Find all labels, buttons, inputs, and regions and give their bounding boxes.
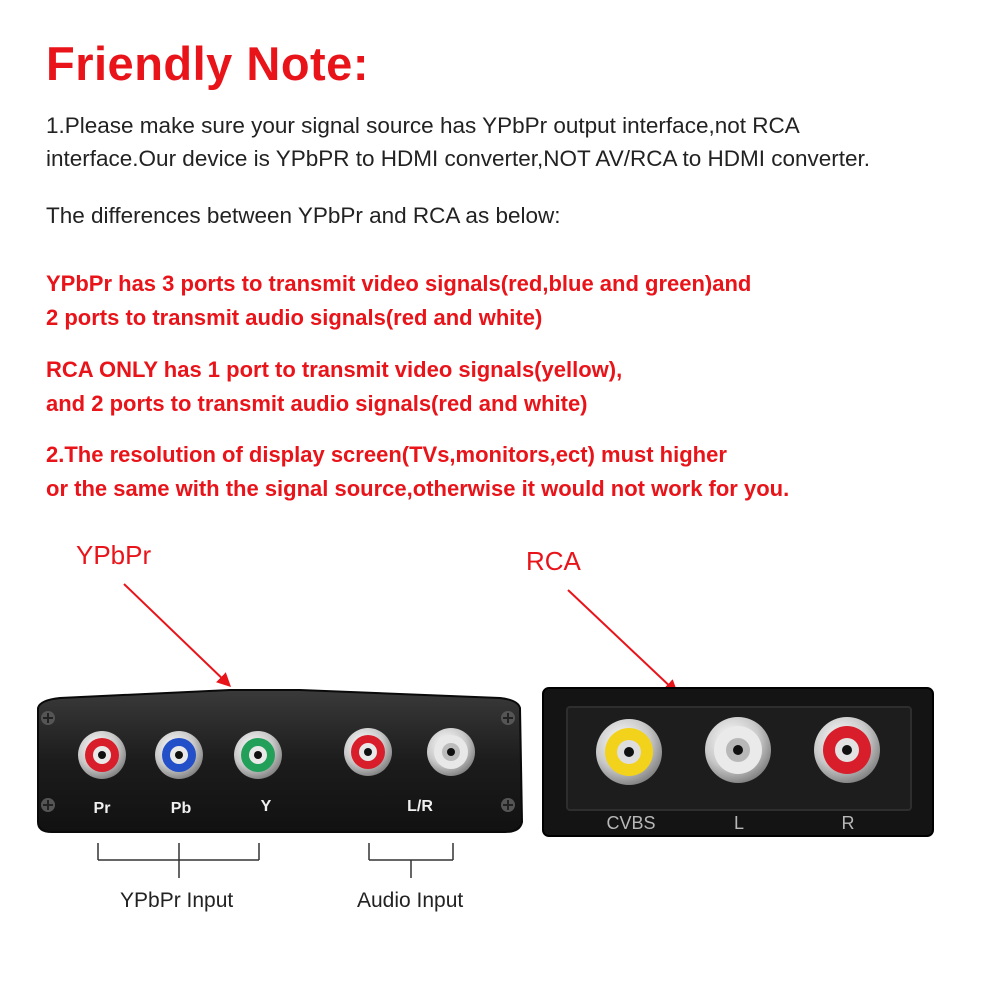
ypbpr-input-caption: YPbPr Input (120, 889, 234, 912)
rca-l-label: L (733, 813, 745, 833)
y-label: Y (260, 798, 272, 815)
rca-description-line-2: and 2 ports to transmit audio signals(red and white) (46, 391, 588, 416)
ypbpr-description-line-2: 2 ports to transmit audio signals(red and white) (46, 305, 543, 330)
ypbpr-description-line-1: YPbPr has 3 ports to transmit video signals(red,blue and green)and (46, 271, 752, 296)
rca-callout: RCA (526, 546, 581, 576)
y-port (234, 731, 282, 779)
audio-input-bracket (369, 843, 453, 878)
ypbpr-device (38, 690, 522, 832)
audio-l-port (344, 728, 392, 776)
rca-description-line-1: RCA ONLY has 1 port to transmit video signals(yellow), (46, 357, 623, 382)
rca-device (543, 688, 933, 836)
screw-icon (501, 798, 515, 812)
note-line-1: 1.Please make sure your signal source has YPbPr output interface,not RCA (46, 113, 800, 138)
resolution-note-line-2: or the same with the signal source,otherwise it would not work for you. (46, 476, 790, 501)
rca-l-port (705, 717, 771, 783)
rca-r-label: R (841, 813, 855, 833)
ypbpr-arrow (124, 584, 229, 685)
lr-label: L/R (407, 798, 433, 815)
screw-icon (41, 798, 55, 812)
pb-label: Pb (170, 800, 192, 817)
screw-icon (41, 711, 55, 725)
rca-arrow (568, 590, 676, 692)
pr-port (78, 731, 126, 779)
audio-input-caption: Audio Input (357, 889, 464, 912)
ypbpr-callout: YPbPr (76, 540, 152, 570)
rca-r-port (814, 717, 880, 783)
cvbs-port (596, 719, 662, 785)
ypbpr-input-bracket (98, 843, 259, 878)
differences-intro: The differences between YPbPr and RCA as below: (46, 203, 561, 228)
screw-icon (501, 711, 515, 725)
resolution-note-line-1: 2.The resolution of display screen(TVs,monitors,ect) must higher (46, 442, 727, 467)
pr-label: Pr (93, 800, 111, 817)
note-line-2: interface.Our device is YPbPR to HDMI converter,NOT AV/RCA to HDMI converter. (46, 146, 871, 171)
cvbs-label: CVBS (606, 813, 656, 833)
audio-r-port (427, 728, 475, 776)
page-title: Friendly Note: (46, 37, 369, 90)
pb-port (155, 731, 203, 779)
